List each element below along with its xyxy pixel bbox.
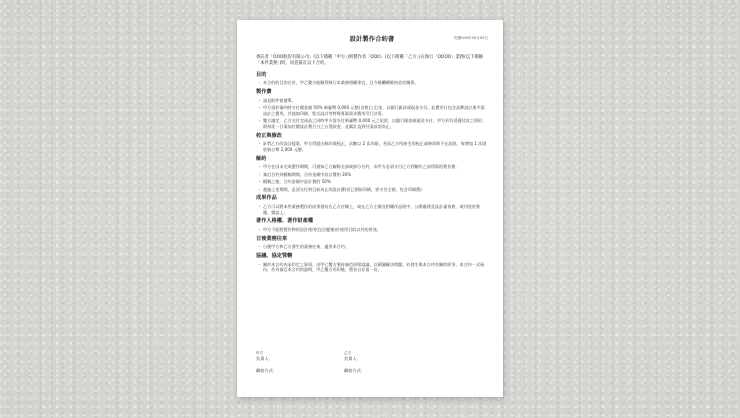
- bullet-icon: ・: [257, 171, 262, 177]
- list-item: [256, 80, 488, 86]
- signature-block: [256, 351, 488, 380]
- list-item: [256, 244, 488, 250]
- section-future-business: [256, 236, 488, 250]
- section-purpose: [256, 72, 488, 86]
- section-items: [256, 80, 488, 86]
- list-item: [256, 141, 488, 153]
- list-item: [256, 98, 488, 104]
- section-deliverables: [256, 195, 488, 215]
- section-items: [256, 204, 488, 216]
- list-item: [256, 179, 488, 185]
- section-jurisdiction: [256, 253, 488, 273]
- section-items: [256, 98, 488, 130]
- list-item-text: 甲方須於簽約時支付總金額 50% 新臺幣 0,000 元整(含稅)之訂金，以銀行匯款或現金支付。此費用日包含品牌設計與平面設計之費用，其他如印刷、程式設計等特殊專案需求費用另行計算。: [263, 105, 485, 116]
- list-item-text: 簽訂合約到模稿期間，合約金額中設計費的 20%: [263, 171, 352, 177]
- list-item: [256, 118, 488, 130]
- section-revisions: [256, 133, 488, 153]
- list-item: [256, 262, 488, 274]
- bullet-icon: ・: [257, 203, 262, 209]
- section-items: [256, 227, 488, 233]
- bullet-icon: ・: [257, 179, 262, 185]
- section-title: 目的: [256, 71, 267, 78]
- section-title: 解約: [256, 155, 267, 162]
- list-item-text: 雙方議定，乙方交付完成品之同時甲方需支付新臺幣 0,000 元之尾款，以銀行匯款或現金支付。甲方若有延遲付款之情形，則每延一日需加付總設計費百分之五罰款金，並累計直到付清款項為止。: [263, 118, 487, 129]
- signature-party-a: [256, 351, 344, 380]
- party-a-label: 甲方: [256, 351, 264, 355]
- document-date: 民國000年00月00日: [454, 36, 488, 40]
- document-title: 設計製作合約書: [349, 36, 395, 43]
- section-title: 著作人格權、著作財產權: [256, 218, 314, 225]
- bullet-icon: ・: [257, 164, 262, 170]
- list-item-text: 乙方可以將本件業務製作的成果發布在乙方官網上，或在乙方主辦及相關作品展中，公開處理及設計審查會，或刊登於書籍、雜誌上。: [263, 203, 480, 215]
- party-b-label: 乙方: [344, 351, 352, 355]
- list-item-text: 甲方在因未完成製作期間，可通知乙方解除全部或部分合約，而甲方必須支付乙方到解約之前所需的製作費。: [263, 164, 460, 170]
- intro-paragraph: 委託者「OOO股份有限公司」(以下簡稱「甲方」)與製作者「OOO」(以下簡稱「乙方」)在執行「OOOO」業務(以下簡稱「本件業務」)時，同意簽訂以下合約。: [256, 55, 483, 67]
- bullet-icon: ・: [257, 261, 262, 267]
- list-item-text: 超過上述期間，必須支付到目前為止的設計費(若已開始印刷，要支付全額，包含印刷費): [263, 186, 422, 192]
- party-a-representative-label: 負責人：: [256, 356, 273, 361]
- section-copyright: [256, 218, 488, 232]
- contract-document-page: [237, 20, 503, 397]
- bullet-icon: ・: [257, 226, 262, 232]
- party-a-contact-label: 聯絡方式：: [256, 368, 277, 373]
- bullet-icon: ・: [257, 244, 262, 250]
- list-item: [256, 172, 488, 178]
- party-b-representative-label: 負責人：: [344, 356, 361, 361]
- section-items: [256, 164, 488, 192]
- section-title: 校正與修改: [256, 132, 282, 139]
- section-title: 成果作品: [256, 195, 277, 202]
- signature-party-b: [344, 351, 432, 380]
- bullet-icon: ・: [257, 80, 262, 86]
- section-items: [256, 244, 488, 250]
- section-title: 協議、協定管轄: [256, 253, 293, 260]
- list-item-text: 本合約的目的在於，甲乙雙方能順利執行本業務相關事宜，且今後繼續維持信任關係。: [263, 80, 419, 86]
- section-production-fee: [256, 89, 488, 130]
- bullet-icon: ・: [257, 118, 262, 124]
- section-title: 日後業務往來: [256, 235, 288, 242]
- list-item-text: 針對乙方的設計提案，甲方得提出修改與校正，次數以 2 次為限。若因乙方所產生的校正或修改則不在此限。每增加 1 次則收新台幣 2,000 元整。: [263, 141, 487, 153]
- section-items: [256, 141, 488, 153]
- list-item-text: 關於本合約內未約定之事項，由甲乙雙方秉持誠信原則協議，以圓滿解決問題。若發生與本合約有關的紛爭，本合約一式兩份，作為簽訂本合約的證明，甲乙雙方用印後，將各自存留一份。: [263, 261, 485, 273]
- list-item: [256, 227, 488, 233]
- section-termination: [256, 156, 488, 192]
- list-item: [256, 164, 488, 170]
- list-item-text: 甲方不能將製作物的設計使用(包含變複)於使用目的以外的用途。: [263, 226, 381, 232]
- bullet-icon: ・: [257, 105, 262, 110]
- party-b-contact-label: 聯絡方式：: [344, 368, 365, 373]
- list-item: [256, 204, 488, 216]
- list-item: [256, 105, 488, 117]
- document-header: [256, 34, 488, 46]
- list-item-text: 模稿之後，合約金額中設計費的 50%: [263, 179, 331, 185]
- list-item-text: 請見附件報價單。: [263, 97, 296, 103]
- list-item: [256, 187, 488, 193]
- section-title: 製作費: [256, 89, 272, 96]
- section-items: [256, 262, 488, 274]
- bullet-icon: ・: [257, 97, 262, 103]
- bullet-icon: ・: [257, 186, 262, 192]
- bullet-icon: ・: [257, 141, 262, 147]
- list-item-text: 日後甲方和乙方發生的業務往來，適用本合約。: [263, 244, 349, 250]
